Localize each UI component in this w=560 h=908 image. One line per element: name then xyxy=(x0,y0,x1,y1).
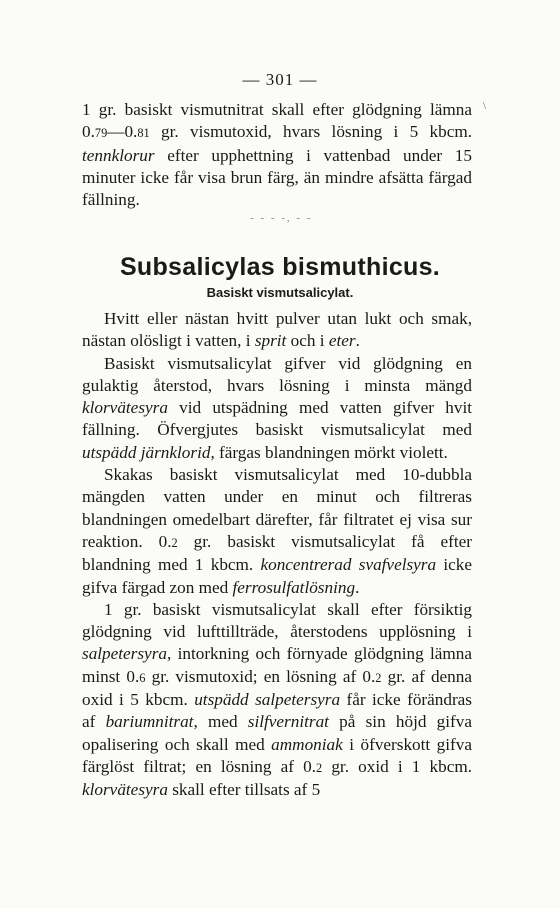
top-paragraph: 1 gr. basiskt vismutnitrat skall efter glödgning lämna 0.79—0.81 gr. vismutoxid, hvars lösning i 5 kbcm. tennklorur efter upphettning i vattenbad under 15 minuter icke får visa brun färg, än mindre afsätta färgad fällning. xyxy=(82,100,472,210)
decimal-digits: 2 xyxy=(171,535,178,550)
decimal-digits: 2 xyxy=(315,760,323,775)
paragraph-description: Hvitt eller nästan hvitt pulver utan lukt och smak, nästan olösligt i vatten, i sprit och i eter. xyxy=(82,309,472,351)
italic-term: utspädd järnklorid xyxy=(82,442,211,462)
italic-term: salpetersyra xyxy=(82,644,167,664)
section-separator: - - - -, - - xyxy=(250,212,313,224)
decimal-digits: 81 xyxy=(137,126,150,141)
italic-term: ferrosulfatlösning xyxy=(232,577,356,597)
margin-mark: \ xyxy=(483,100,487,112)
monograph-body xyxy=(82,308,472,802)
italic-term: utspädd salpetersyra xyxy=(194,690,341,710)
italic-term: bariumnitrat xyxy=(105,712,194,732)
italic-term: eter xyxy=(328,331,356,351)
italic-term: koncentrerad svafvelsyra xyxy=(260,555,437,575)
decimal-digits: 79 xyxy=(94,126,108,141)
section-subheading: Basiskt vismutsalicylat. xyxy=(206,285,354,300)
section-heading: Subsalicylas bismuthicus. xyxy=(119,253,441,281)
italic-term: sprit xyxy=(254,331,287,351)
paragraph-purity-test: Skakas basiskt vismutsalicylat med 10-dubbla mängden vatten under en minut och filtreras blandningen omedelbart därefter, får filtratet ej visa sur reaktion. 0.2 gr. basiskt vismutsalicylat få efter blandning med 1 kbcm. koncentrerad svafvelsyra icke gifva färgad zon med ferrosulfatlösning. xyxy=(82,465,472,597)
continued-text-block xyxy=(82,99,472,211)
italic-term: tennklorur xyxy=(82,145,155,165)
italic-term: klorvätesyra xyxy=(82,780,168,800)
italic-term: klorvätesyra xyxy=(82,398,168,418)
paragraph-assay: 1 gr. basiskt vismutsalicylat skall efter försiktig glödgning vid lufttillträde, återstodens upplösning i salpetersyra, intorkning och förnyade glödgning lämna minst 0.6 gr. vismutoxid; en lösning af 0.2 gr. af denna oxid i 5 kbcm. utspädd salpetersyra får icke förändras af bariumnitrat, med silfvernitrat på sin höjd gifva opalisering och skall med ammoniak i öfverskott gifva färglöst filtrat; en lösning af 0.2 gr. oxid i 1 kbcm. klorvätesyra skall efter tillsats af 5 xyxy=(82,599,473,800)
paragraph-identification: Basiskt vismutsalicylat gifver vid glödgning en gulaktig återstod, hvars lösning i minsta mängd klorvätesyra vid utspädning med vatten gifver hvit fällning. Öfvergjutes basiskt vismutsalicylat med utspädd järnklorid, färgas blandningen mörkt violett. xyxy=(82,353,472,462)
italic-term: silfvernitrat xyxy=(247,712,329,732)
decimal-digits: 6 xyxy=(139,670,146,685)
decimal-digits: 2 xyxy=(375,670,382,685)
italic-term: ammoniak xyxy=(271,734,343,754)
page-number: — 301 — xyxy=(242,70,318,89)
